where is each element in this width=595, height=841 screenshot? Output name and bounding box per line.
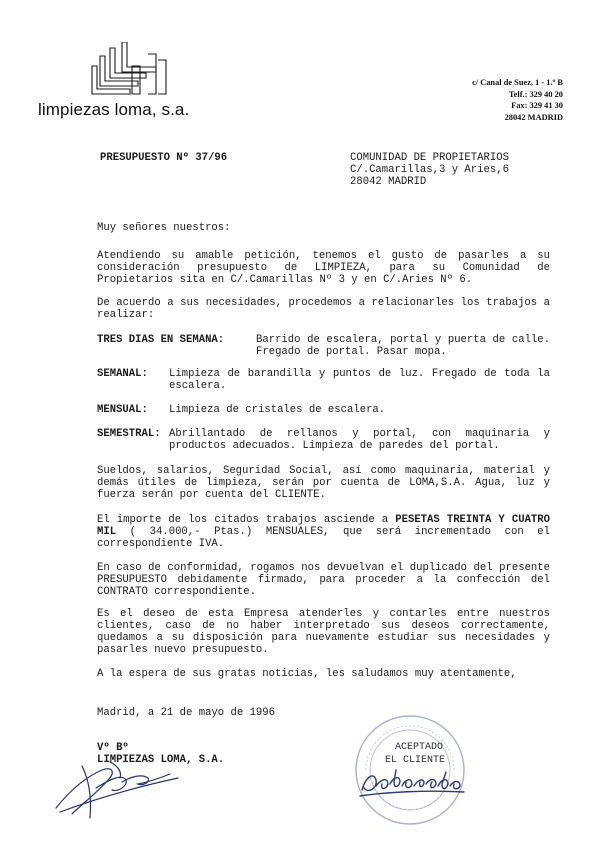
- salutation: Muy señores nuestros:: [97, 222, 231, 234]
- service-text-semanal: Limpieza de barandilla y puntos de luz. Fregado de toda la escalera.: [169, 368, 550, 392]
- company-signature-icon: [52, 748, 184, 822]
- service-text-mensual: Limpieza de cristales de escalera.: [169, 404, 386, 416]
- service-text: Barrido de escalera, portal y puerta de calle. Fregado de portal. Pasar mopa.: [256, 334, 550, 358]
- price-suffix: MENSUALES, que será incrementado con el correspondiente IVA.: [97, 526, 550, 550]
- service-label-mensual: MENSUAL:: [97, 404, 148, 416]
- accepted-label: ACEPTADO: [395, 742, 444, 753]
- intro-paragraph: Atendiendo su amable petición, tenemos el gusto de pasarles a su consideración presupuesto de LIMPIEZA, para su Comunidad de Propietarios sita en C/.Camarillas Nº 3 y en C/.Aries Nº 6.: [97, 250, 550, 286]
- closing-paragraph: A la espera de sus gratas noticias, les saludamos muy atentamente,: [97, 668, 517, 680]
- conformity-paragraph: En caso de conformidad, rogamos nos devuelvan el duplicado del presente PRESUPUESTO debidamente firmado, para proceder a la confección del CONTRATO correspondiente.: [97, 562, 550, 598]
- price-amount-figure: ( 34.000,- Ptas.): [116, 526, 266, 538]
- service-label-tres-dias: TRES DIAS EN SEMANA:: [97, 334, 225, 346]
- recipient-line: C/.Camarillas,3 y Aries,6: [350, 164, 509, 176]
- service-text-tres-dias: [256, 334, 550, 358]
- address-city: 28042 MADRID: [504, 112, 563, 122]
- recipient-address: [350, 152, 509, 188]
- service-label-semanal: SEMANAL:: [97, 368, 148, 380]
- client-signature-icon: [356, 764, 468, 804]
- price-paragraph: [97, 514, 550, 550]
- company-name: limpiezas loma, s.a.: [38, 100, 190, 119]
- wish-paragraph: Es el deseo de esta Empresa atenderles y contarles entre nuestros clientes, caso de no haber interpretado sus deseos correctamente, quedamos a su disposición para nuevamente estudiar sus necesidades y pasarles nuevo presupuesto.: [97, 608, 550, 656]
- address-phone: Telf.: 329 40 20: [508, 89, 563, 99]
- recipient-line: 28042 MADRID: [350, 176, 427, 188]
- service-label-semestral: SEMESTRAL:: [97, 428, 161, 440]
- needs-paragraph: De acuerdo a sus necesidades, procedemos a relacionarles los trabajos a realizar:: [97, 297, 550, 321]
- recipient-line: COMUNIDAD DE PROPIETARIOS: [350, 152, 509, 164]
- loma-logo-mark-icon: [86, 42, 182, 98]
- service-text-semestral: Abrillantado de rellanos y portal, con maquinaria y productos adecuados. Limpieza de paredes del portal.: [169, 428, 550, 452]
- approval-label: Vº Bº: [97, 742, 129, 754]
- company-address: [472, 77, 563, 123]
- client-label: EL CLIENTE: [385, 755, 446, 766]
- price-prefix: El importe de los citados trabajos asciende a: [97, 514, 396, 526]
- costs-paragraph: Sueldos, salarios, Seguridad Social, así como maquinaria, material y demás útiles de limpieza, serán por cuenta de LOMA,S.A. Agua, luz y fuerza serán por cuenta del CLIENTE.: [97, 465, 550, 501]
- address-fax: Fax: 329 41 30: [511, 101, 563, 110]
- approval-company: LIMPIEZAS LOMA, S.A.: [97, 754, 225, 766]
- price-amount-words: PESETAS TREINTA Y CUATRO MIL: [97, 514, 551, 538]
- budget-reference: PRESUPUESTO Nº 37/96: [100, 152, 228, 164]
- place-date: Madrid, a 21 de mayo de 1996: [97, 707, 276, 719]
- address-street: c/ Canal de Suez, 1 - 1.º B: [472, 78, 563, 87]
